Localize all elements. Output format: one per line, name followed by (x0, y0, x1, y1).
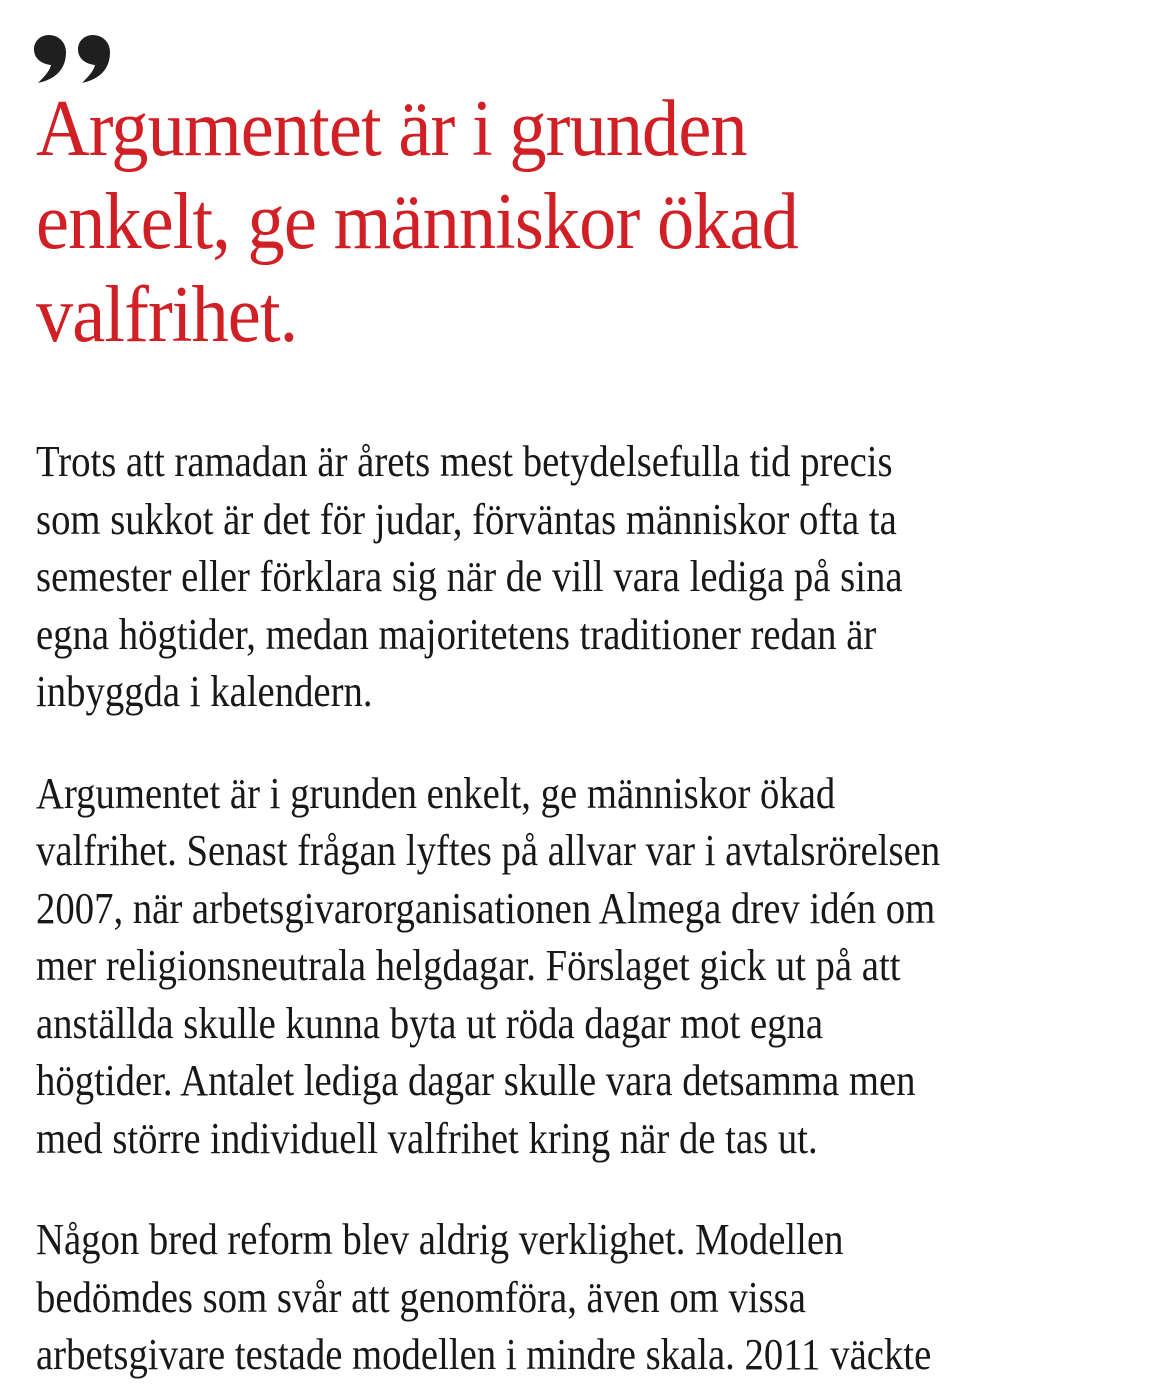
body-text-line: anställda skulle kunna byta ut röda dagar mot egna (36, 998, 824, 1048)
paragraph (36, 433, 1134, 721)
body-text-line: mer religionsneutrala helgdagar. Förslaget gick ut på att (36, 941, 901, 990)
body-text-line: Trots att ramadan är årets mest betydelsefulla tid precis (36, 437, 893, 486)
body-text-line: inbyggda i kalendern. (36, 667, 373, 716)
body-text-line: semester eller förklara sig när de vill vara lediga på sina (36, 552, 903, 601)
body-text-line: som sukkot är det för judar, förväntas människor ofta ta (36, 494, 897, 544)
quote-mark-icon (32, 35, 110, 83)
article-body (36, 433, 1134, 1384)
body-text-line: 2007, när arbetsgivarorganisationen Almega drev idén om (36, 883, 936, 933)
body-text-line: egna högtider, medan majoritetens traditioner redan är (36, 609, 877, 659)
pull-quote-heading-line: valfrihet. (36, 271, 298, 359)
body-text-line: högtider. Antalet lediga dagar skulle vara detsamma men (36, 1056, 916, 1105)
body-text-line: bedömdes som svår att genomföra, även om vissa (36, 1272, 806, 1322)
paragraph (36, 1211, 1134, 1384)
body-text-line: arbetsgivare testade modellen i mindre skala. 2011 väckte (36, 1330, 932, 1379)
body-text-line: med större individuell valfrihet kring när de tas ut. (36, 1113, 818, 1163)
body-text-line: Någon bred reform blev aldrig verklighet. Modellen (36, 1215, 844, 1264)
body-text-line: valfrihet. Senast frågan lyftes på allvar var i avtalsrörelsen (36, 826, 941, 875)
body-text-line: Argumentet är i grunden enkelt, ge människor ökad (36, 768, 836, 818)
pull-quote-heading (36, 83, 1134, 362)
pull-quote-heading-line: enkelt, ge människor ökad (36, 178, 798, 266)
paragraph (36, 765, 1134, 1168)
pull-quote-heading-line: Argumentet är i grunden (36, 85, 747, 173)
